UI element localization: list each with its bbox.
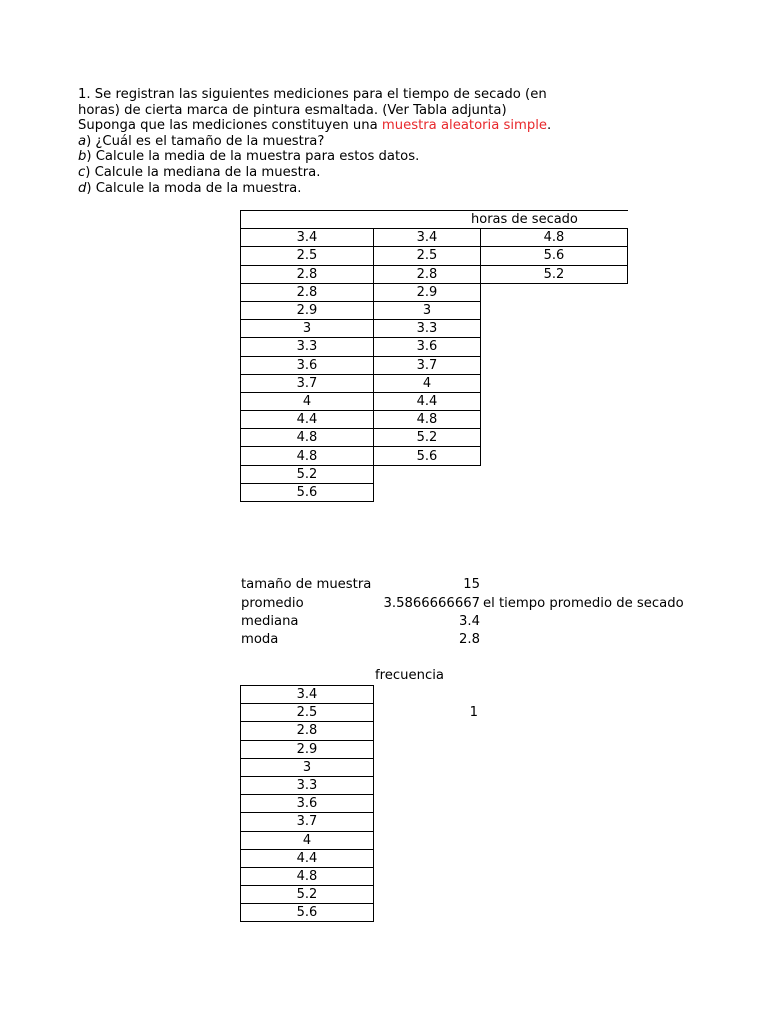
frequency-value-cell: 3.3 [241, 776, 374, 794]
sample-size-value: 15 [463, 577, 480, 592]
question-b [78, 149, 551, 165]
empty-cell [481, 392, 628, 410]
frequency-row [241, 776, 374, 794]
table-cell: 4.8 [374, 411, 481, 429]
table-cell: 5.2 [481, 265, 628, 283]
table-cell: 4.4 [374, 392, 481, 410]
frequency-value-cell: 5.6 [241, 904, 374, 922]
frequency-value-cell: 2.5 [241, 704, 374, 722]
median-value: 3.4 [459, 614, 480, 629]
statement-line-2: horas) de cierta marca de pintura esmaltada. (Ver Tabla adjunta) [78, 102, 507, 118]
table-header: horas de secado [241, 211, 628, 229]
table-cell: 2.8 [374, 265, 481, 283]
empty-cell [481, 301, 628, 319]
empty-cell [481, 465, 628, 483]
frequency-value-cell: 4.4 [241, 849, 374, 867]
table-cell: 3.7 [241, 374, 374, 392]
sample-size-label: tamaño de muestra [241, 577, 372, 592]
table-cell: 4.8 [241, 429, 374, 447]
frequency-value-cell: 5.2 [241, 886, 374, 904]
table-cell: 3.6 [241, 356, 374, 374]
table-row [241, 283, 628, 301]
table-cell: 5.6 [374, 447, 481, 465]
question-a-letter: a [78, 133, 87, 149]
table-cell: 3.7 [374, 356, 481, 374]
table-row [241, 229, 628, 247]
empty-cell [481, 356, 628, 374]
statement-line-3-start: Suponga que las mediciones constituyen una [78, 118, 382, 134]
table-cell: 2.5 [374, 247, 481, 265]
table-row [241, 429, 628, 447]
median-label: mediana [241, 614, 299, 629]
table-row [241, 483, 628, 501]
empty-cell [481, 338, 628, 356]
question-d-letter: d [78, 180, 87, 196]
empty-cell [481, 283, 628, 301]
empty-cell [481, 429, 628, 447]
frequency-value-cell: 4.8 [241, 867, 374, 885]
frequency-row [241, 758, 374, 776]
table-row [241, 392, 628, 410]
frequency-value-cell: 3.7 [241, 813, 374, 831]
table-header-row [241, 211, 628, 229]
table-cell: 2.9 [374, 283, 481, 301]
table-row [241, 247, 628, 265]
question-c-letter: c [78, 164, 86, 180]
problem-statement [78, 87, 551, 196]
table-row [241, 265, 628, 283]
table-cell: 3.6 [374, 338, 481, 356]
table-cell: 5.2 [374, 429, 481, 447]
mode-label: moda [241, 632, 279, 647]
frequency-row [241, 831, 374, 849]
table-cell: 2.5 [241, 247, 374, 265]
frequency-row [241, 686, 374, 704]
mode-value: 2.8 [459, 632, 480, 647]
frequency-header: frecuencia [375, 668, 444, 683]
frequency-row [241, 849, 374, 867]
table-cell: 4.4 [241, 411, 374, 429]
empty-cell [481, 320, 628, 338]
table-cell: 4.8 [241, 447, 374, 465]
statement-line-1: 1. Se registran las siguientes mediciones para el tiempo de secado (en [78, 87, 547, 102]
mean-label: promedio [241, 596, 304, 611]
frequency-value-cell: 2.8 [241, 722, 374, 740]
table-row [241, 374, 628, 392]
table-cell: 5.6 [241, 483, 374, 501]
table-cell: 5.6 [481, 247, 628, 265]
empty-cell [481, 374, 628, 392]
table-cell: 3.4 [374, 229, 481, 247]
table-cell: 3.3 [374, 320, 481, 338]
empty-cell [481, 411, 628, 429]
table-cell: 4 [241, 392, 374, 410]
empty-cell [374, 465, 481, 483]
question-a-text: ) ¿Cuál es el tamaño de la muestra? [86, 133, 325, 149]
empty-cell [481, 447, 628, 465]
empty-cell [374, 483, 481, 501]
table-cell: 3.3 [241, 338, 374, 356]
frequency-row [241, 704, 374, 722]
frequency-row [241, 904, 374, 922]
table-cell: 3 [374, 301, 481, 319]
statement-line-3-end: . [547, 118, 552, 134]
table-row [241, 301, 628, 319]
frequency-row [241, 740, 374, 758]
question-c-text: ) Calcule la mediana de la muestra. [85, 164, 321, 180]
question-b-text: ) Calcule la media de la muestra para estos datos. [86, 149, 420, 165]
table-cell: 2.9 [241, 301, 374, 319]
question-b-letter: b [78, 149, 87, 165]
question-c [78, 165, 551, 181]
table-row [241, 320, 628, 338]
frequency-value-cell: 4 [241, 831, 374, 849]
table-cell: 5.2 [241, 465, 374, 483]
table-row [241, 338, 628, 356]
frequency-value-cell: 2.9 [241, 740, 374, 758]
question-d [78, 181, 551, 197]
table-cell: 4 [374, 374, 481, 392]
highlighted-term: muestra aleatoria simple [381, 118, 548, 134]
table-cell: 4.8 [481, 229, 628, 247]
mean-value: 3.5866666667 [383, 596, 480, 611]
table-row [241, 447, 628, 465]
mean-note: el tiempo promedio de secado [483, 596, 684, 611]
table-row [241, 411, 628, 429]
table-cell: 2.8 [241, 265, 374, 283]
table-row [241, 356, 628, 374]
frequency-table [240, 685, 374, 922]
question-a [78, 134, 551, 150]
drying-hours-table [240, 210, 628, 502]
table-cell: 2.8 [241, 283, 374, 301]
empty-cell [481, 483, 628, 501]
frequency-count: 1 [469, 705, 478, 721]
statement-line-3 [78, 118, 551, 134]
frequency-value-cell: 3.6 [241, 795, 374, 813]
frequency-row [241, 795, 374, 813]
frequency-value-cell: 3.4 [241, 686, 374, 704]
question-d-text: ) Calcule la moda de la muestra. [86, 180, 302, 196]
frequency-row [241, 813, 374, 831]
frequency-row [241, 867, 374, 885]
table-cell: 3 [241, 320, 374, 338]
table-row [241, 465, 628, 483]
frequency-row [241, 886, 374, 904]
frequency-row [241, 722, 374, 740]
table-cell: 3.4 [241, 229, 374, 247]
frequency-value-cell: 3 [241, 758, 374, 776]
